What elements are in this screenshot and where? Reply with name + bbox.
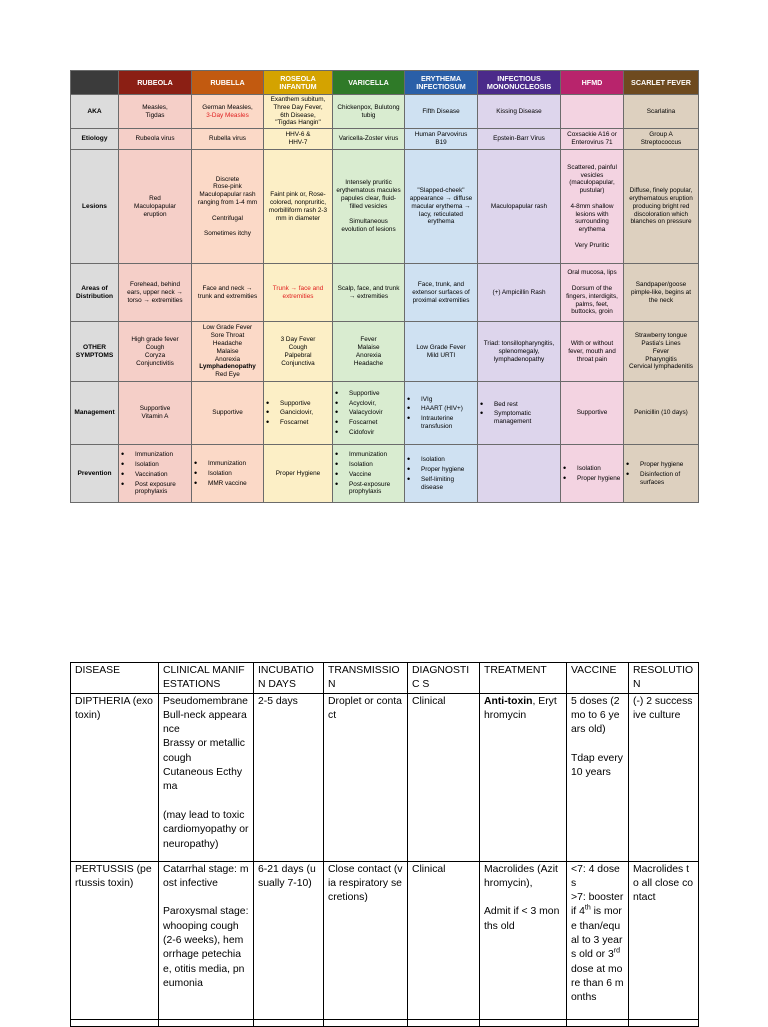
row-label: Areas of Distribution (71, 264, 119, 322)
cell: Intensely pruritic erythematous macules papules clear, fluid- filled vesicles Simultaneous evolution of lesions (333, 150, 405, 264)
list-item: • Valacyclovir (335, 409, 402, 417)
bullet-list (480, 401, 558, 426)
cell (192, 445, 264, 503)
row-label: OTHER SYMPTOMS (71, 322, 119, 382)
cell: Red Maculopapular eruption (119, 150, 192, 264)
row-lesions (71, 150, 699, 264)
cell (333, 445, 405, 503)
cell: (+) Ampicillin Rash (478, 264, 561, 322)
cell: With or without fever, mouth and throat pain (561, 322, 624, 382)
header-disease: DISEASE (71, 663, 159, 694)
table-row (71, 861, 699, 1019)
header-erythema: ERYTHEMA INFECTIOSUM (405, 71, 478, 95)
row-label: Etiology (71, 129, 119, 150)
cell: Face and neck → trunk and extremities (192, 264, 264, 322)
row-other-symptoms (71, 322, 699, 382)
list-item: • Foscarnet (266, 419, 330, 427)
disease-details-table (70, 662, 699, 1027)
bullet-list (335, 451, 402, 496)
cell (478, 382, 561, 445)
cell: Forehead, behind ears, upper neck → torso → extremities (119, 264, 192, 322)
header-blank (71, 71, 119, 95)
list-item: • Isolation (194, 470, 261, 478)
list-item: • Post exposure prophylaxis (121, 481, 189, 497)
list-item: • Disinfection of surfaces (626, 471, 696, 487)
cell: Triad: tonsillopharyngitis, splenomegaly, lymphadenopathy (478, 322, 561, 382)
header-varicella: VARICELLA (333, 71, 405, 95)
cell (561, 445, 624, 503)
list-item: • Immunization (194, 460, 261, 468)
table-row-partial (71, 1019, 699, 1026)
cell: HHV-6 & HHV-7 (264, 129, 333, 150)
cell: Diffuse, finely popular, erythematous eruption producing bright red discoloration which blanches on pressure (624, 150, 699, 264)
cell: Measles, Tigdas (119, 95, 192, 129)
list-item: • MMR vaccine (194, 480, 261, 488)
list-item: • Acyclovir, (335, 400, 402, 408)
cell: Maculopapular rash (478, 150, 561, 264)
cell: Penicillin (10 days) (624, 382, 699, 445)
cell (478, 445, 561, 503)
header-diagnostics: DIAGNOSTIC S (408, 663, 480, 694)
header-treatment: TREATMENT (480, 663, 567, 694)
diagnostics-cell: Clinical (408, 861, 480, 1019)
cell: Coxsackie A16 or Enterovirus 71 (561, 129, 624, 150)
disease-cell: DIPTHERIA (exotoxin) (71, 693, 159, 861)
incubation-cell: 2-5 days (254, 693, 324, 861)
exanthem-comparison-table (70, 70, 699, 503)
list-item: • Isolation (407, 456, 475, 464)
cell (254, 1019, 324, 1026)
disease-cell: PERTUSSIS (pertussis toxin) (71, 861, 159, 1019)
cell: Faint pink or, Rose- colored, nonpruritic, morbilliform rash 2-3 mm in diameter (264, 150, 333, 264)
bullet-list (335, 390, 402, 437)
cell: Strawberry tongue Pastia's Lines Fever Pharyngitis Cervical lymphadenitis (624, 322, 699, 382)
cell (405, 382, 478, 445)
row-label: Prevention (71, 445, 119, 503)
clinical-cell: Catarrhal stage: most infective Paroxysmal stage: whooping cough (2-6 weeks), hemorrhage petechiae, otitis media, pneumonia (159, 861, 254, 1019)
bullet-list (626, 461, 696, 486)
row-label: AKA (71, 95, 119, 129)
list-item: • Cidofovir (335, 429, 402, 437)
cell: Kissing Disease (478, 95, 561, 129)
list-item: • Immunization (121, 451, 189, 459)
cell (405, 445, 478, 503)
cell-text-red: 3-Day Measles (206, 111, 249, 119)
header-resolution: RESOLUTIO N (629, 663, 699, 694)
list-item: • Ganciclovir, (266, 409, 330, 417)
table2-header-row (71, 663, 699, 694)
vaccine-cell (567, 861, 629, 1019)
cell (333, 382, 405, 445)
cell-text: Red Eye (215, 371, 240, 379)
row-label: Management (71, 382, 119, 445)
cell: Scalp, face, and trunk → extremities (333, 264, 405, 322)
header-rubeola: RUBEOLA (119, 71, 192, 95)
cell (264, 382, 333, 445)
cell (567, 1019, 629, 1026)
header-clinical: CLINICAL MANIFESTATIONS (159, 663, 254, 694)
resolution-cell: Macrolides to all close contact (629, 861, 699, 1019)
cell: Rubella virus (192, 129, 264, 150)
header-incubation: INCUBATIO N DAYS (254, 663, 324, 694)
cell: Face, trunk, and extensor surfaces of proximal extremities (405, 264, 478, 322)
vaccine-cell: 5 doses (2 mo to 6 years old) Tdap every 10 years (567, 693, 629, 861)
cell (408, 1019, 480, 1026)
list-item: • Intrauterine transfusion (407, 415, 475, 431)
vaccine-text: dose at more than 6 months (571, 963, 624, 1004)
cell: Epstein-Barr Virus (478, 129, 561, 150)
diagnostics-cell: Clinical (408, 693, 480, 861)
treatment-text: , Erythromycin (484, 695, 557, 721)
bullet-list (563, 465, 621, 483)
cell: Trunk → face and extremities (264, 264, 333, 322)
transmission-cell: Close contact (via respiratory secretions) (324, 861, 408, 1019)
cell (629, 1019, 699, 1026)
list-item: • Supportive (335, 390, 402, 398)
row-management (71, 382, 699, 445)
list-item: • Vaccination (121, 471, 189, 479)
header-transmission: TRANSMISSIO N (324, 663, 408, 694)
list-item: • Post-exposure prophylaxis (335, 481, 402, 497)
cell: Exanthem subitum, Three Day Fever, 6th Disease, "Tigdas Hangin" (264, 95, 333, 129)
list-item: • Immunization (335, 451, 402, 459)
superscript: rd (613, 947, 620, 955)
cell (119, 445, 192, 503)
clinical-cell: Pseudomembrane Bull-neck appearance Brassy or metallic cough Cutaneous Ecthyma (may lead to toxic cardiomyopathy or neuropathy) (159, 693, 254, 861)
cell (159, 1019, 254, 1026)
header-mono: INFECTIOUS MONONUCLEOSIS (478, 71, 561, 95)
cell-text: German Measles, (202, 103, 253, 111)
bullet-list (407, 456, 475, 491)
cell (71, 1019, 159, 1026)
cell (192, 322, 264, 382)
bullet-list (407, 396, 475, 431)
header-rubella: RUBELLA (192, 71, 264, 95)
cell: Rubeola virus (119, 129, 192, 150)
header-roseola: ROSEOLA INFANTUM (264, 71, 333, 95)
table-row (71, 693, 699, 861)
cell (480, 1019, 567, 1026)
cell: High grade fever Cough Coryza Conjunctivitis (119, 322, 192, 382)
list-item: • Bed rest (480, 401, 558, 409)
table1-header-row (71, 71, 699, 95)
cell (192, 95, 264, 129)
cell: Supportive (192, 382, 264, 445)
vaccine-text: is more than/equal to 3 years old or 3 (571, 906, 623, 961)
superscript: th (584, 905, 591, 913)
cell: Group A Streptococcus (624, 129, 699, 150)
cell: "Slapped-cheek" appearance → diffuse macular erythema → lacy, reticulated erythema (405, 150, 478, 264)
row-areas (71, 264, 699, 322)
list-item: • Isolation (121, 461, 189, 469)
treatment-bold: Anti-toxin (484, 695, 533, 707)
list-item: • Proper hygiene (407, 466, 475, 474)
cell: 3 Day Fever Cough Palpebral Conjunctiva (264, 322, 333, 382)
cell-text-bold: Lymphadenopathy (199, 363, 256, 371)
cell (561, 95, 624, 129)
cell: Varicella-Zoster virus (333, 129, 405, 150)
header-hfmd: HFMD (561, 71, 624, 95)
cell: Low Grade Fever Mild URTI (405, 322, 478, 382)
cell: Supportive Vitamin A (119, 382, 192, 445)
row-label: Lesions (71, 150, 119, 264)
resolution-cell: (-) 2 successive culture (629, 693, 699, 861)
cell: Fever Malaise Anorexia Headache (333, 322, 405, 382)
treatment-cell (480, 693, 567, 861)
cell-text: Low Grade Fever Sore Throat Headache Malaise Anorexia (202, 324, 253, 363)
cell (324, 1019, 408, 1026)
cell: Human Parvovirus B19 (405, 129, 478, 150)
cell: Supportive (561, 382, 624, 445)
bullet-list (266, 400, 330, 427)
incubation-cell: 6-21 days (usually 7-10) (254, 861, 324, 1019)
transmission-cell: Droplet or contact (324, 693, 408, 861)
row-etiology (71, 129, 699, 150)
header-scarlet: SCARLET FEVER (624, 71, 699, 95)
cell (624, 445, 699, 503)
bullet-list (194, 460, 261, 487)
list-item: • Supportive (266, 400, 330, 408)
list-item: • Proper hygiene (626, 461, 696, 469)
cell: Discrete Rose-pink Maculopapular rash ranging from 1-4 mm Centrifugal Sometimes itchy (192, 150, 264, 264)
row-prevention (71, 445, 699, 503)
row-aka (71, 95, 699, 129)
list-item: • IVIg (407, 396, 475, 404)
cell: Proper Hygiene (264, 445, 333, 503)
list-item: • Symptomatic management (480, 410, 558, 426)
cell: Scattered, painful vesicles (maculopapular, pustular) 4-8mm shallow lesions with surrounding erythema Very Pruritic (561, 150, 624, 264)
list-item: • Self-limiting disease (407, 476, 475, 492)
list-item: • Foscarnet (335, 419, 402, 427)
list-item: • Proper hygiene (563, 475, 621, 483)
cell: Oral mucosa, lips Dorsum of the fingers, interdigits, palms, feet, buttocks, groin (561, 264, 624, 322)
cell: Fifth Disease (405, 95, 478, 129)
list-item: • HAART (HIV+) (407, 405, 475, 413)
list-item: • Isolation (335, 461, 402, 469)
list-item: • Isolation (563, 465, 621, 473)
header-vaccine: VACCINE (567, 663, 629, 694)
cell: Scarlatina (624, 95, 699, 129)
cell: Sandpaper/goose pimple-like, begins at the neck (624, 264, 699, 322)
vaccine-text: <7: 4 doses >7: booster if 4 (571, 863, 624, 918)
list-item: • Vaccine (335, 471, 402, 479)
bullet-list (121, 451, 189, 496)
cell: Chickenpox, Bulutong tubig (333, 95, 405, 129)
treatment-cell: Macrolides (Azithromycin), Admit if < 3 months old (480, 861, 567, 1019)
